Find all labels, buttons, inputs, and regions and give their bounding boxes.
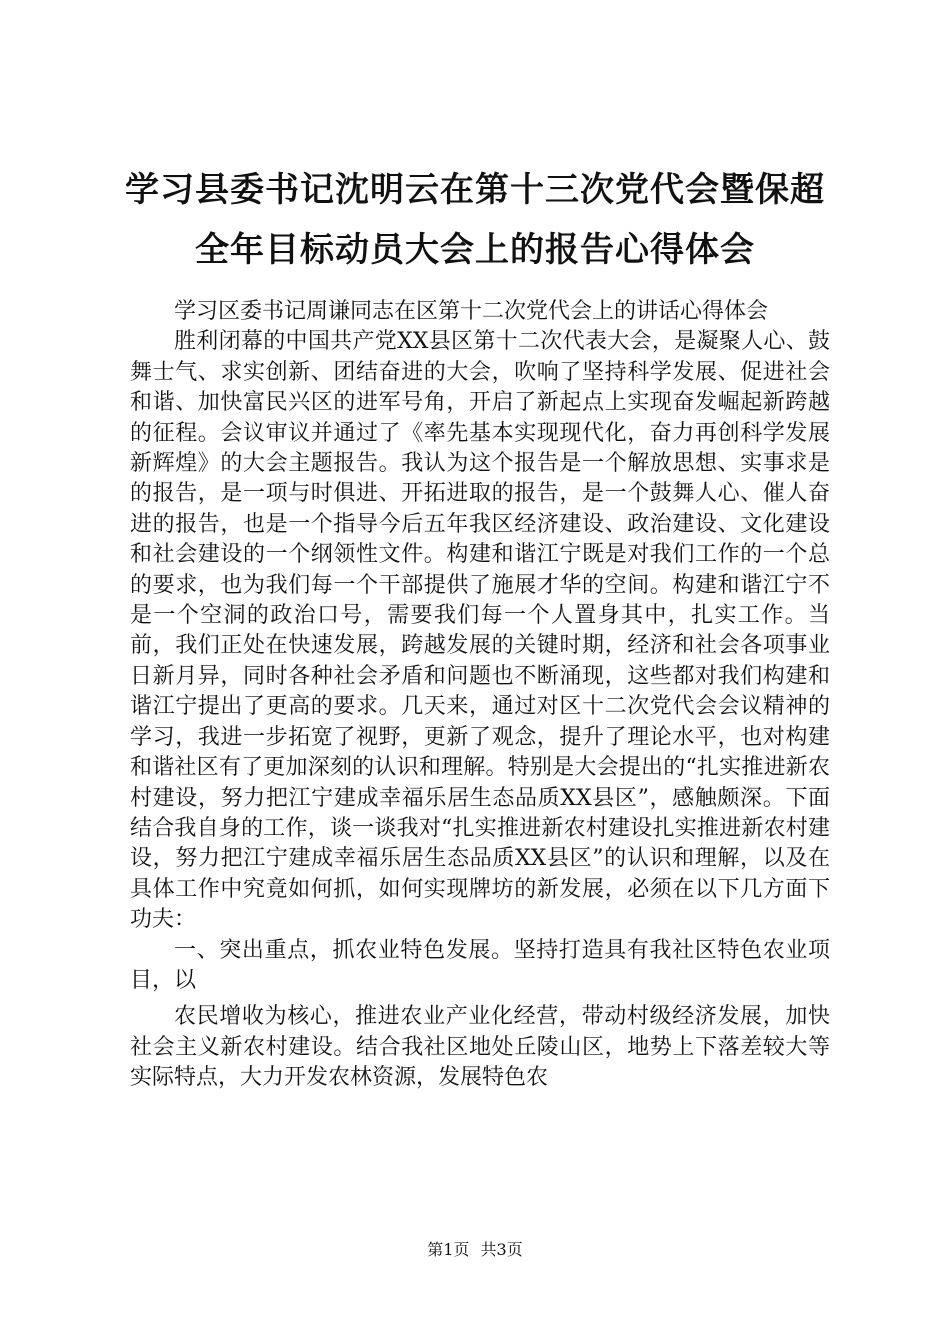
subtitle-paragraph: 学习区委书记周谦同志在区第十二次党代会上的讲话心得体会 xyxy=(174,299,769,324)
document-title xyxy=(110,160,840,280)
document-body xyxy=(130,297,830,1094)
title-line-1: 学习县委书记沈明云在第十三次党代会暨保超 xyxy=(125,170,825,210)
page-footer xyxy=(0,1240,950,1260)
body-paragraph: 胜利闭幕的中国共产党XX县区第十二次代表大会，是凝聚人心、鼓舞士气、求实创新、团结奋进的大会，吹响了坚持科学发展、促进社会和谐、加快富民兴区的进军号角，开启了新起点上实现奋发崛起新跨越的征程。会议审议并通过了《率先基本实现现代化，奋力再创科学发展新辉煌》的大会主题报告。我认为这个报告是一个解放思想、实事求是的报告，是一项与时俱进、开拓进取的报告，是一个鼓舞人心、催人奋进的报告，也是一个指导今后五年我区经济建设、政治建设、文化建设和社会建设的一个纲领性文件。构建和谐江宁既是对我们工作的一个总的要求，也为我们每一个干部提供了施展才华的空间。构建和谐江宁不是一个空洞的政治口号，需要我们每一个人置身其中，扎实工作。当前，我们正处在快速发展，跨越发展的关键时期，经济和社会各项事业日新月异，同时各种社会矛盾和问题也不断涌现，这些都对我们构建和谐江宁提出了更高的要求。几天来，通过对区十二次党代会会议精神的学习，我进一步拓宽了视野，更新了观念，提升了理论水平，也对构建和谐社区有了更加深刻的认识和理解。特别是大会提出的“扎实推进新农村建设，努力把江宁建成幸福乐居生态品质XX县区”，感触颇深。下面结合我自身的工作，谈一谈我对“扎实推进新农村建设扎实推进新农村建设，努力把江宁建成幸福乐居生态品质XX县区”的认识和理解，以及在具体工作中究竟如何抓，如何实现牌坊的新发展，必须在以下几方面下功夫： xyxy=(130,329,830,933)
page-total: 共3页 xyxy=(480,1240,523,1259)
body-paragraph: 一、突出重点，抓农业特色发展。坚持打造具有我社区特色农业项目，以 xyxy=(130,937,830,993)
title-line-2: 全年目标动员大会上的报告心得体会 xyxy=(195,230,755,270)
body-paragraph: 农民增收为核心，推进农业产业化经营，带动村级经济发展，加快社会主义新农村建设。结合我社区地处丘陵山区，地势上下落差较大等实际特点，大力开发农林资源，发展特色农 xyxy=(130,1004,830,1091)
page-number: 第1页 xyxy=(427,1240,470,1259)
